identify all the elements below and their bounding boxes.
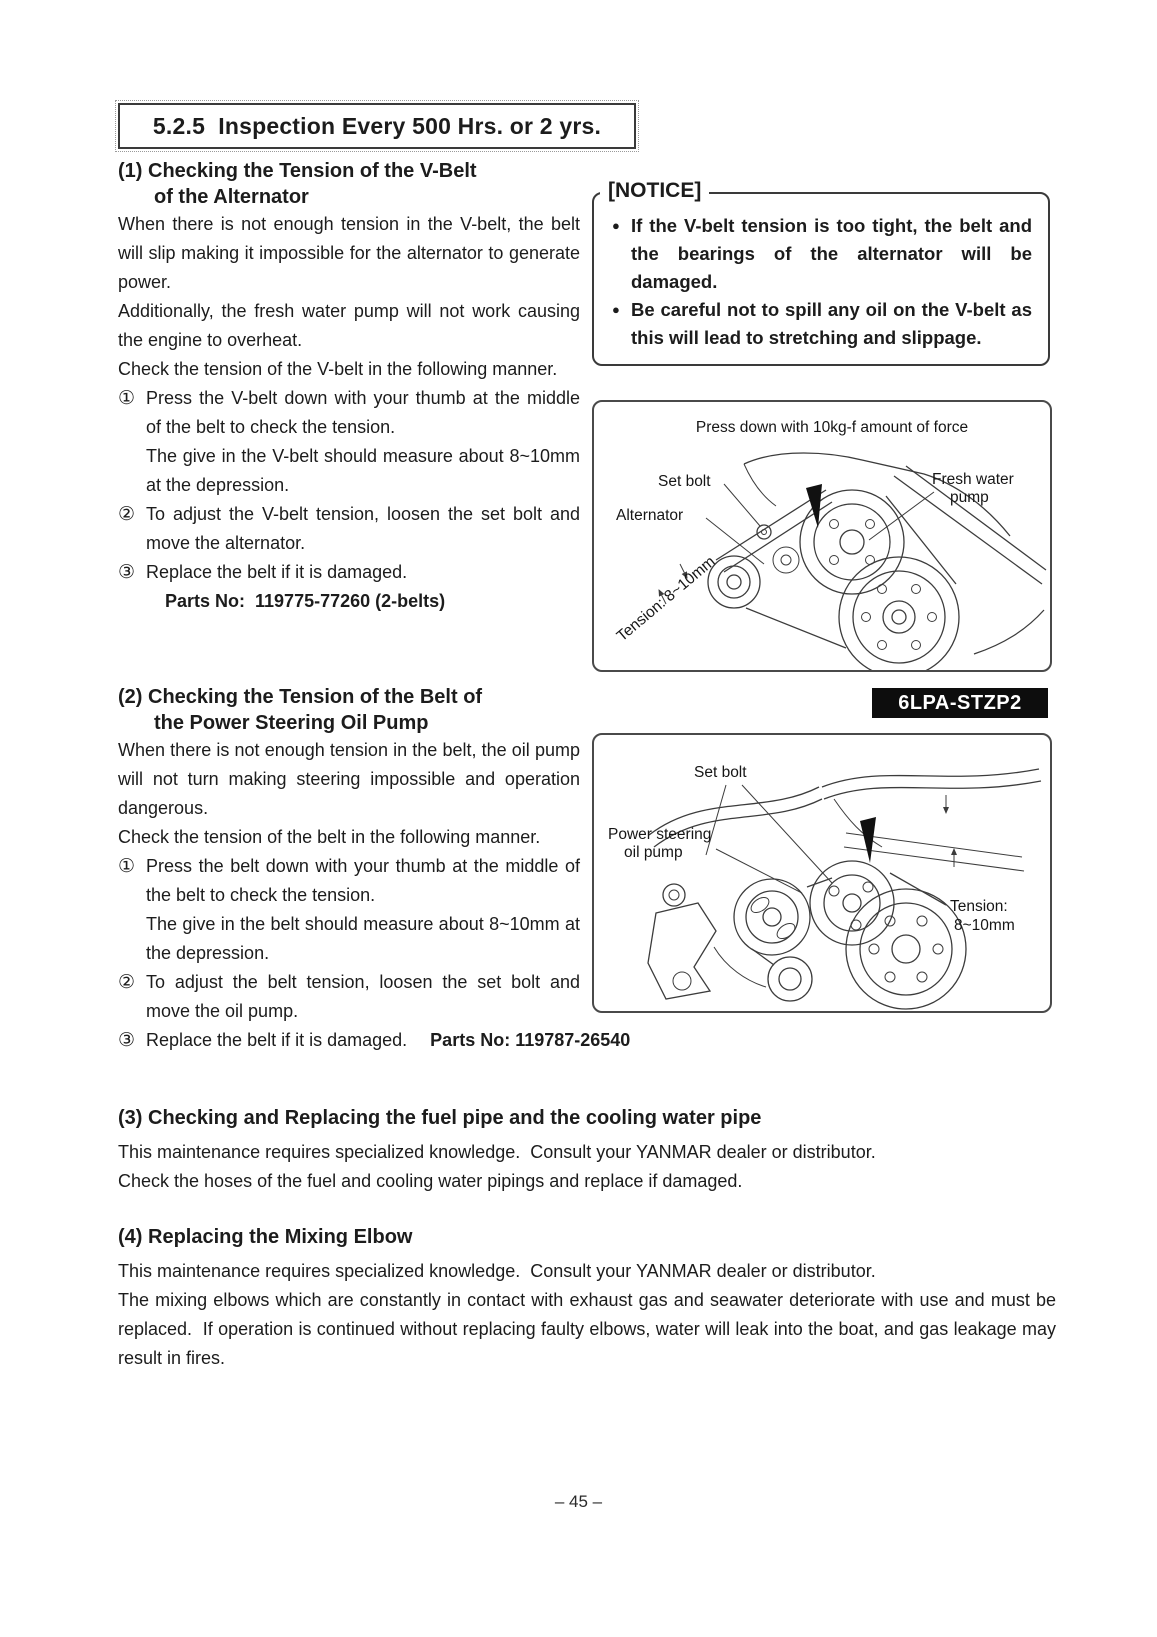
model-badge: 6LPA-STZP2 bbox=[872, 688, 1048, 718]
step-text: Press the belt down with your thumb at the middle of the belt to check the tension. bbox=[146, 856, 580, 905]
section-1-heading-line2: of the Alternator bbox=[154, 186, 309, 208]
tension-label: Tension: 8~10mm bbox=[613, 553, 719, 646]
section-1-paragraph: When there is not enough tension in the V-belt, the belt will slip making it impossible for the alternator to generate power. bbox=[118, 214, 580, 292]
set-bolt-label: Set bolt bbox=[658, 473, 711, 490]
section-4 bbox=[118, 1224, 1062, 1373]
section-2-heading-line1: (2) Checking the Tension of the Belt of bbox=[118, 686, 483, 708]
tension-label: 8~10mm bbox=[954, 917, 1015, 934]
section-1-step-1 bbox=[118, 384, 580, 500]
bullet-icon: ● bbox=[612, 302, 620, 317]
diagram-alternator-vbelt bbox=[592, 400, 1052, 672]
notice-box bbox=[592, 179, 1050, 366]
diagram-caption: Press down with 10kg-f amount of force bbox=[695, 419, 969, 436]
section-1-step-2 bbox=[118, 500, 580, 558]
fresh-water-pump-label: Fresh water bbox=[932, 471, 1014, 488]
section-2-paragraph: When there is not enough tension in the belt, the oil pump will not turn making steering impossible and operation dangerous. bbox=[118, 740, 580, 818]
set-bolt-label: Set bolt bbox=[694, 764, 747, 781]
section-1-paragraph: Additionally, the fresh water pump will not work causing the engine to overheat. bbox=[118, 301, 580, 350]
section-4-paragraph: The mixing elbows which are constantly in contact with exhaust gas and seawater deteriorate with use and must be replaced. If operation is continued without replacing faulty elbows, water will leak into the boat, and gas leakage may result in fires. bbox=[118, 1290, 1062, 1368]
press-arrow-icon bbox=[860, 817, 876, 863]
section-2-heading bbox=[118, 684, 580, 736]
step-number-icon: ③ bbox=[118, 1030, 136, 1051]
power-steering-pump-label: oil pump bbox=[624, 844, 683, 861]
step-subtext: The give in the belt should measure about 8~10mm at the depression. bbox=[146, 914, 580, 963]
parts-number: Parts No: 119787-26540 bbox=[430, 1030, 631, 1050]
page-number: – 45 – bbox=[554, 1492, 603, 1511]
section-4-paragraph: This maintenance requires specialized knowledge. Consult your YANMAR dealer or distributor. bbox=[118, 1261, 876, 1281]
fresh-water-pump-label: pump bbox=[950, 489, 989, 506]
section-3-heading: (3) Checking and Replacing the fuel pipe and the cooling water pipe bbox=[118, 1107, 762, 1129]
step-number-icon: ① bbox=[118, 388, 136, 409]
step-text: Replace the belt if it is damaged. bbox=[146, 1030, 408, 1050]
step-text: Press the V-belt down with your thumb at the middle of the belt to check the tension. bbox=[146, 388, 580, 437]
alternator-label: Alternator bbox=[616, 507, 684, 524]
notice-bullet-2 bbox=[612, 296, 1032, 352]
step-text: Replace the belt if it is damaged. bbox=[146, 562, 408, 582]
step-number-icon: ② bbox=[118, 504, 136, 525]
section-4-heading: (4) Replacing the Mixing Elbow bbox=[118, 1226, 413, 1248]
section-1-step-3 bbox=[118, 558, 580, 587]
step-text: To adjust the V-belt tension, loosen the set bolt and move the alternator. bbox=[146, 504, 580, 553]
step-text: To adjust the belt tension, loosen the set bolt and move the oil pump. bbox=[146, 972, 580, 1021]
notice-text: If the V-belt tension is too tight, the belt and the bearings of the alternator will be damaged. bbox=[631, 215, 1032, 292]
step-number-icon: ③ bbox=[118, 562, 136, 583]
section-2-step-3 bbox=[118, 1026, 766, 1055]
parts-number: Parts No: 119775-77260 (2-belts) bbox=[165, 591, 446, 611]
step-number-icon: ② bbox=[118, 972, 136, 993]
section-1 bbox=[118, 158, 580, 616]
notice-text: Be careful not to spill any oil on the V-belt as this will lead to stretching and slippage. bbox=[631, 299, 1032, 348]
section-1-heading bbox=[118, 158, 580, 210]
section-3-paragraph: Check the hoses of the fuel and cooling water pipings and replace if damaged. bbox=[118, 1171, 743, 1191]
section-1-heading-line1: (1) Checking the Tension of the V-Belt bbox=[118, 160, 477, 182]
tension-label: Tension: bbox=[950, 898, 1008, 915]
step-subtext: The give in the V-belt should measure about 8~10mm at the depression. bbox=[146, 446, 580, 495]
notice-bullet-1 bbox=[612, 212, 1032, 296]
section-3 bbox=[118, 1105, 1056, 1196]
section-2-step-1 bbox=[118, 852, 580, 968]
diagram-power-steering-belt bbox=[592, 733, 1052, 1013]
bullet-icon: ● bbox=[612, 218, 620, 233]
section-2-heading-line2: the Power Steering Oil Pump bbox=[154, 712, 429, 734]
section-1-paragraph: Check the tension of the V-belt in the following manner. bbox=[118, 359, 558, 379]
section-2-step-2 bbox=[118, 968, 580, 1026]
engine-diagram-1 bbox=[594, 402, 1050, 670]
step-number-icon: ① bbox=[118, 856, 136, 877]
notice-label: [NOTICE] bbox=[600, 179, 709, 203]
engine-diagram-2 bbox=[594, 735, 1050, 1011]
section-2-paragraph: Check the tension of the belt in the following manner. bbox=[118, 827, 541, 847]
page-title: 5.2.5 Inspection Every 500 Hrs. or 2 yrs. bbox=[118, 103, 636, 149]
section-2 bbox=[118, 684, 631, 1055]
power-steering-pump-label: Power steering bbox=[608, 826, 712, 843]
section-3-paragraph: This maintenance requires specialized knowledge. Consult your YANMAR dealer or distributor. bbox=[118, 1142, 876, 1162]
